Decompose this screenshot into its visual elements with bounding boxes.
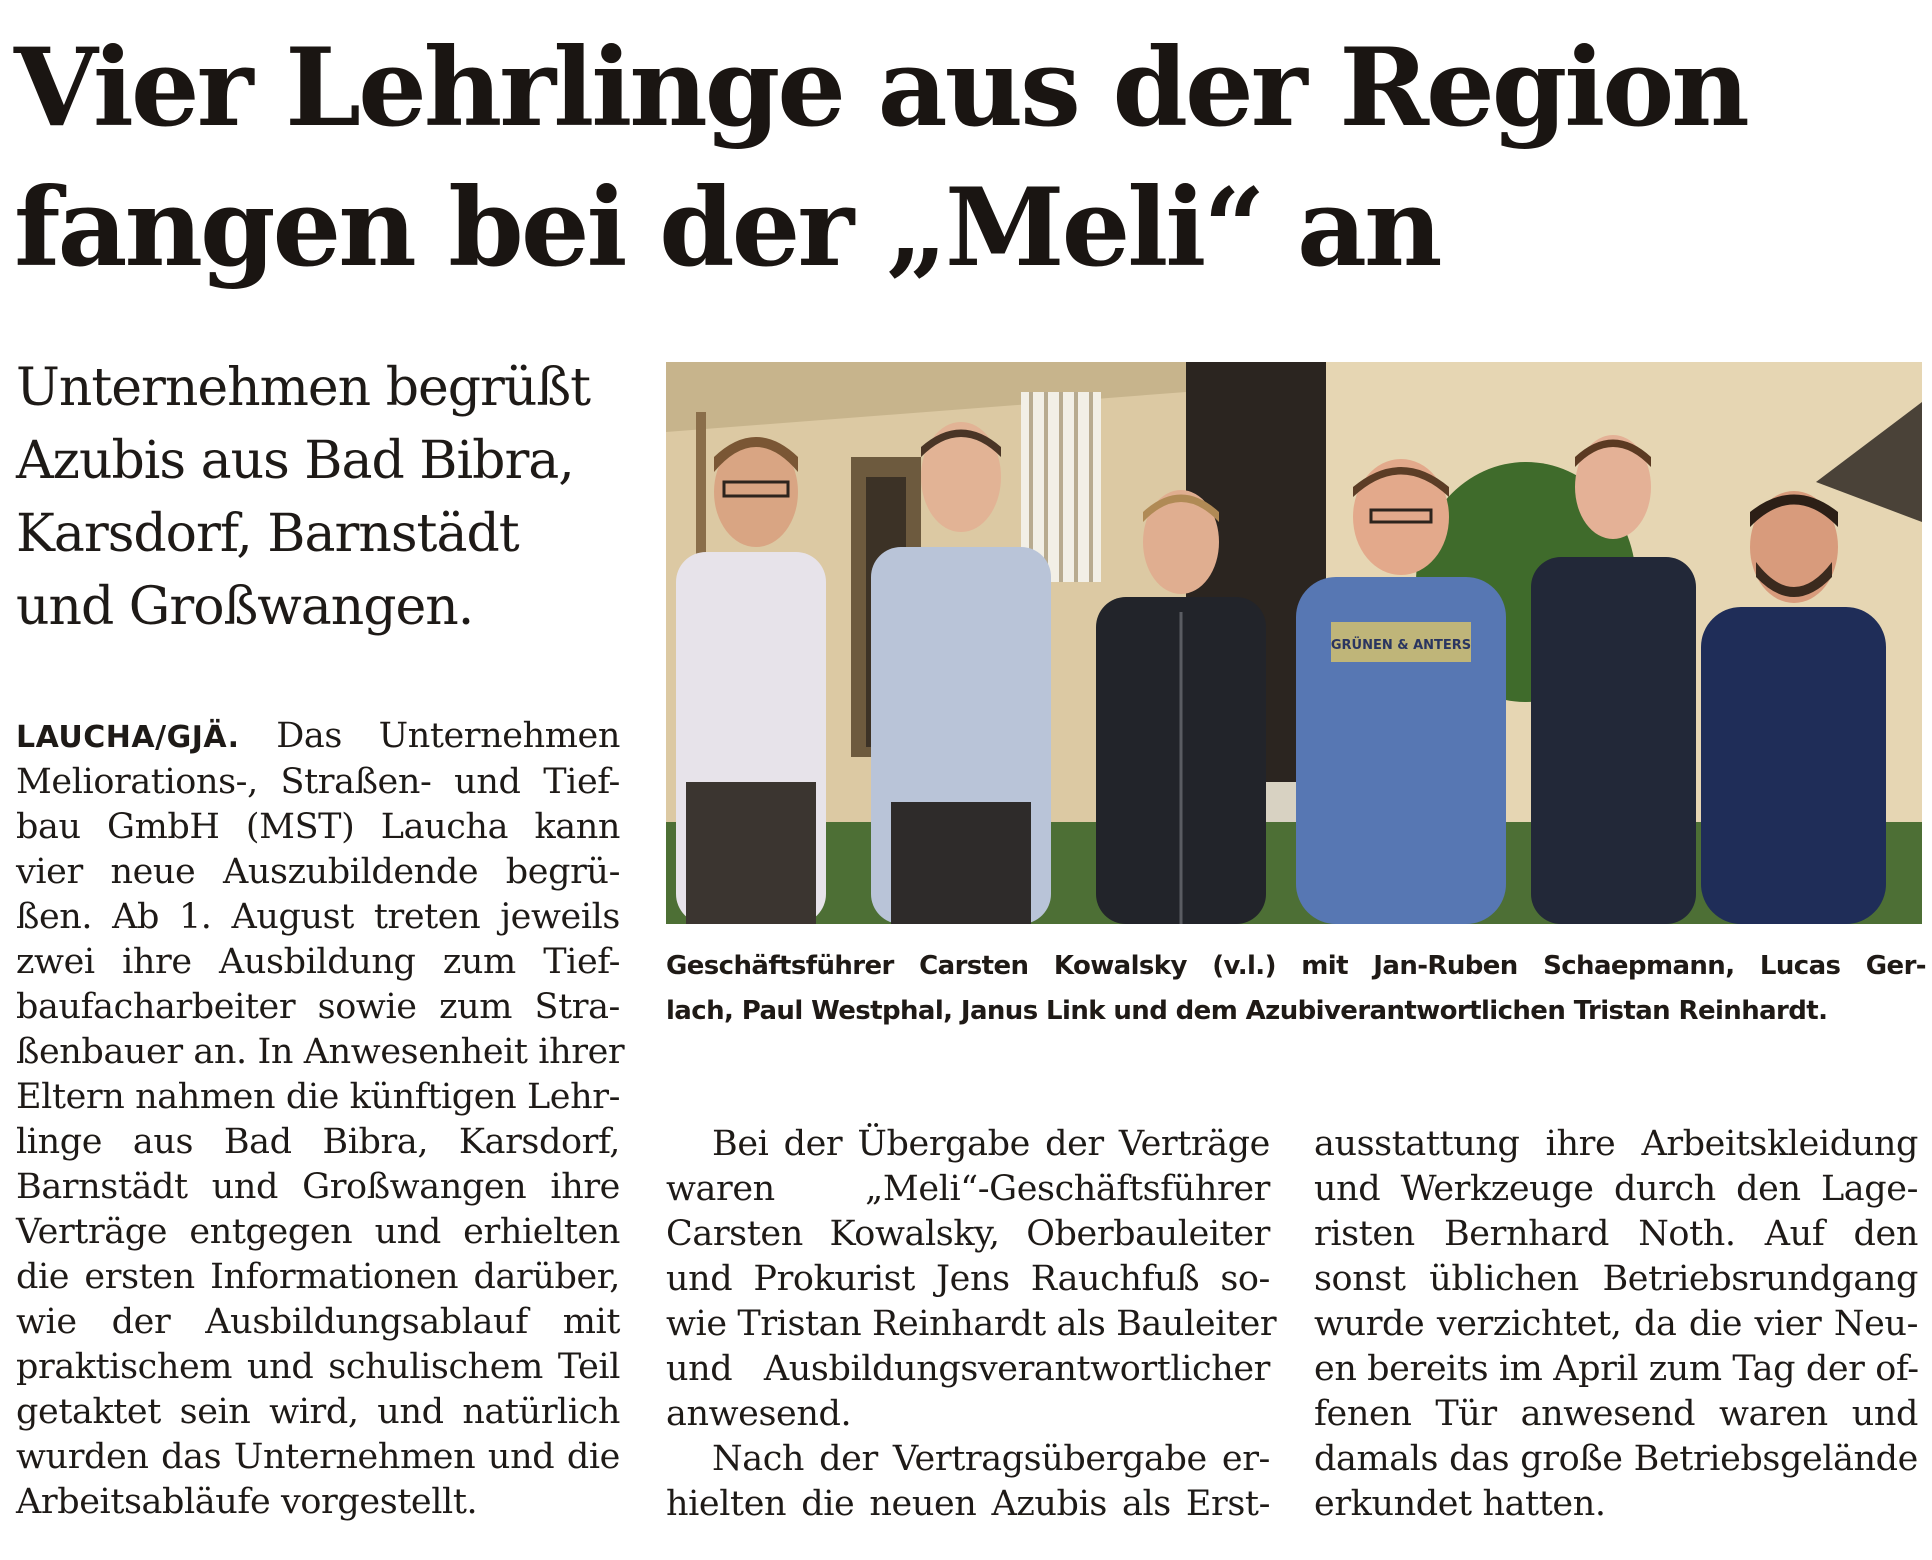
article-line: Meliorations-, Straßen- und Tief- [16, 762, 620, 802]
article-line: praktischem und schulischem Teil [16, 1347, 620, 1387]
article-line: Carsten Kowalsky, Oberbauleiter [666, 1214, 1270, 1254]
article-line: bau GmbH (MST) Laucha kann [16, 807, 620, 847]
article-line: fenen Tür anwesend waren und [1314, 1394, 1918, 1434]
person-4-face [1353, 459, 1449, 575]
article-line: getaktet sein wird, und natürlich [16, 1392, 620, 1432]
article-line: und Werkzeuge durch den Lage- [1314, 1169, 1918, 1209]
article-line: Arbeitsabläufe vorgestellt. [16, 1482, 478, 1522]
article-column-2 [666, 1122, 1277, 1527]
article-line: linge aus Bad Bibra, Karsdorf, [16, 1122, 620, 1162]
headline [14, 18, 1914, 298]
headline-line-1: Vier Lehrlinge aus der Region [14, 25, 1747, 151]
subheadline [16, 352, 656, 644]
article-line: risten Bernhard Noth. Auf den [1314, 1214, 1918, 1254]
article-line: zwei ihre Ausbildung zum Tief- [16, 942, 620, 982]
article-line: Verträge entgegen und erhielten [16, 1212, 620, 1252]
article-line: und Ausbildungsverantwortlicher [666, 1349, 1270, 1389]
article-line-rest: Das Unternehmen [276, 716, 620, 756]
article-line: wie der Ausbildungsablauf mit [16, 1302, 620, 1342]
article-column-3 [1314, 1122, 1918, 1527]
article-line: en bereits im April zum Tag der of- [1314, 1349, 1919, 1389]
team-photo [666, 362, 1922, 924]
article-line: wurde verzichtet, da die vier Neu- [1314, 1304, 1918, 1344]
article-line: ßen. Ab 1. August treten jeweils [16, 897, 620, 937]
article-line: Nach der Vertragsübergabe er- [712, 1439, 1270, 1479]
headline-line-2: fangen bei der „Meli“ an [14, 165, 1440, 291]
person-2-trousers [891, 802, 1031, 924]
photo-caption [666, 944, 1926, 1034]
article-line: anwesend. [666, 1394, 852, 1434]
shirt-print-text: GRÜNEN & ANTERS [1330, 638, 1472, 653]
article-line: vier neue Auszubildende begrü- [16, 852, 620, 892]
article-line: Eltern nahmen die künftigen Lehr- [16, 1077, 621, 1117]
article-line: sonst üblichen Betriebsrundgang [1314, 1259, 1918, 1299]
article-line: waren „Meli“-Geschäftsführer [666, 1169, 1270, 1209]
article-line: erkundet hatten. [1314, 1484, 1606, 1524]
subhead-line: Karsdorf, Barnstädt [16, 504, 519, 564]
article-line: damals das große Betriebsgelände [1314, 1439, 1918, 1479]
subhead-line: und Großwangen. [16, 577, 474, 637]
article-line [16, 714, 620, 760]
team-photo-illustration [666, 362, 1922, 924]
article-line: ausstattung ihre Arbeitskleidung [1314, 1124, 1918, 1164]
article-column-1 [16, 714, 625, 1525]
article-line: hielten die neuen Azubis als Erst- [666, 1484, 1270, 1524]
person-6-sweater [1701, 607, 1886, 924]
article-line: Bei der Übergabe der Verträge [712, 1124, 1270, 1164]
article-line: wie Tristan Reinhardt als Bauleiter [666, 1304, 1277, 1344]
article-line: Barnstädt und Großwangen ihre [16, 1167, 620, 1207]
person-1-trousers [686, 782, 816, 924]
article-line: die ersten Informationen darüber, [16, 1257, 620, 1297]
caption-line: Geschäftsführer Carsten Kowalsky (v.l.) mit Jan-Ruben Schaepmann, Lucas Ger- [666, 951, 1926, 981]
caption-line: lach, Paul Westphal, Janus Link und dem Azubiverantwortlichen Tristan Reinhardt. [666, 996, 1828, 1026]
person-5-top [1531, 557, 1696, 924]
article-line: wurden das Unternehmen und die [16, 1437, 620, 1477]
article-line: ßenbauer an. In Anwesenheit ihrer [16, 1032, 625, 1072]
subhead-line: Unternehmen begrüßt [16, 358, 591, 418]
article-line: baufacharbeiter sowie zum Stra- [16, 987, 620, 1027]
subhead-line: Azubis aus Bad Bibra, [16, 431, 574, 491]
dateline: LAUCHA/GJÄ. [16, 720, 240, 755]
article-line: und Prokurist Jens Rauchfuß so- [666, 1259, 1270, 1299]
